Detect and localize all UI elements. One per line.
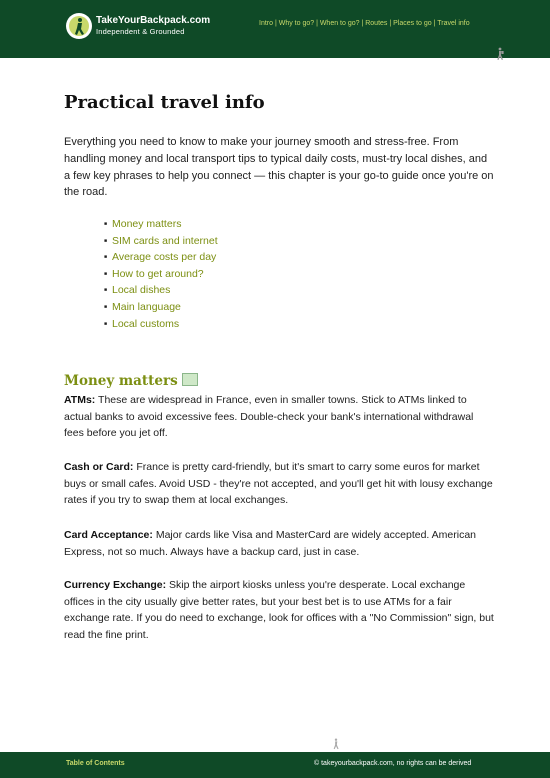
paragraph-text: These are widespread in France, even in smaller towns. Stick to ATMs linked to actual banks to avoid excessive fees. Double-check your bank's international withdrawal fees before you jet off. — [64, 394, 474, 440]
paragraph-atms — [64, 392, 494, 442]
paragraph-text: France is pretty card-friendly, but it's smart to carry some euros for market buys or small cafes. Avoid USD - they're not accepted, and you'll get hit with lousy exchange rates if you try to swap them at local exchanges. — [64, 461, 493, 507]
toc-list — [104, 216, 218, 332]
toc-link-local-customs[interactable]: ■ Local customs — [104, 316, 218, 333]
brand-title[interactable]: TakeYourBackpack.com — [96, 15, 211, 26]
logo-icon[interactable] — [66, 13, 92, 39]
paragraph-cash-or-card — [64, 459, 494, 509]
top-navigation[interactable]: Intro | Why to go? | When to go? | Routes | Places to go | Travel info — [259, 20, 470, 27]
paragraph-lead: Currency Exchange: — [64, 579, 167, 591]
paragraph-lead: ATMs: — [64, 394, 96, 406]
toc-link-main-language[interactable]: ■ Main language — [104, 299, 218, 316]
hiker-icon — [493, 47, 507, 61]
brand-tagline: Independent & Grounded — [96, 27, 185, 36]
toc-link-average-costs[interactable]: ■ Average costs per day — [104, 249, 218, 266]
paragraph-lead: Card Acceptance: — [64, 529, 153, 541]
toc-link-sim-cards[interactable]: ■ SIM cards and internet — [104, 233, 218, 250]
paragraph-card-acceptance — [64, 527, 494, 560]
paragraph-text: Skip the airport kiosks unless you're desperate. Local exchange offices in the city usually give better rates, but your best bet is to use ATMs for a fair exchange rate. If you do need to exchange, look for offices with a "No Commission" sign, but read the fine print. — [64, 579, 494, 641]
toc-link-get-around[interactable]: ■ How to get around? — [104, 266, 218, 283]
intro-paragraph: Everything you need to know to make your journey smooth and stress-free. From handling money and local transport tips to typical daily costs, must-try local dishes, and a few key phrases to help you connect — this chapter is your go-to guide once you're on the road. — [64, 136, 494, 199]
table-of-contents-link[interactable]: Table of Contents — [66, 760, 125, 767]
section-heading — [64, 373, 198, 389]
money-icon — [182, 373, 198, 386]
paragraph-lead: Cash or Card: — [64, 461, 134, 473]
toc-link-money-matters[interactable]: ■ Money matters — [104, 216, 218, 233]
paragraph-text: Major cards like Visa and MasterCard are widely accepted. American Express, not so much. Always have a backup card, just in case. — [64, 529, 477, 558]
footer-hiker-icon — [330, 738, 342, 750]
toc-link-local-dishes[interactable]: ■ Local dishes — [104, 282, 218, 299]
paragraph-currency-exchange — [64, 577, 494, 643]
copyright-text: © takeyourbackpack.com, no rights can be derived — [314, 760, 472, 767]
page-title: Practical travel info — [64, 92, 265, 113]
section-heading-text: Money matters — [64, 373, 178, 389]
